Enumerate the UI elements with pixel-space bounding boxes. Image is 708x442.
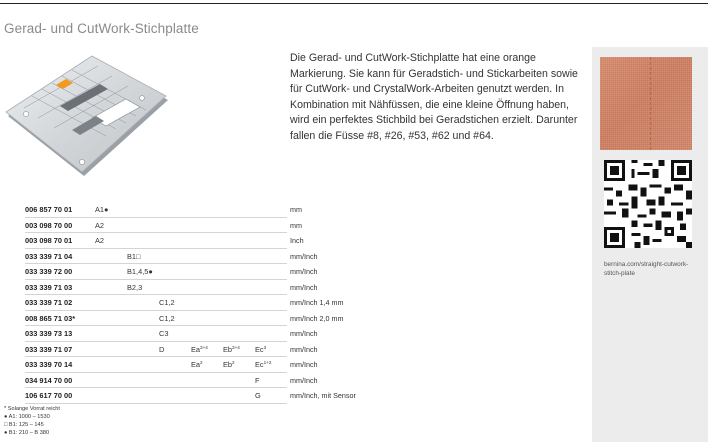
top-rule: [0, 3, 708, 4]
footnote: ● A1: 1000 – 1530: [4, 414, 50, 420]
unit-label: Inch: [290, 236, 304, 245]
article-number: 003 098 70 00: [25, 220, 73, 230]
compatibility-tag: C1,2: [159, 298, 175, 307]
compatibility-tag: Ea$^2$: [191, 360, 203, 369]
page-title: Gerad- und CutWork-Stichplatte: [4, 21, 199, 36]
compatibility-tag: G: [255, 391, 261, 400]
article-number: 033 339 71 07: [25, 344, 73, 354]
table-row: [25, 357, 287, 373]
fabric-sample-image: [600, 57, 692, 150]
compatibility-tag: Eb$^2$: [223, 360, 235, 369]
unit-label: mm/Inch, mit Sensor: [290, 391, 356, 400]
unit-label: mm: [290, 205, 302, 214]
unit-column: [290, 202, 400, 404]
table-row: [25, 388, 287, 404]
compatibility-tag: $Eb^{3+4}$: [223, 344, 240, 354]
article-number: 008 865 71 03*: [25, 313, 76, 323]
table-row: [25, 202, 287, 218]
table-row: [25, 218, 287, 234]
article-number: 033 339 73 13: [25, 329, 73, 338]
product-url[interactable]: bernina.com/straight-cutwork-stitch-plate: [604, 261, 689, 277]
compatibility-tag: Ec$^3$: [255, 344, 267, 354]
compatibility-tag: B1□: [127, 251, 141, 261]
unit-label: mm: [290, 220, 302, 230]
article-number: 034 914 70 00: [25, 375, 73, 385]
compatibility-tag: A1●: [95, 205, 109, 214]
table-row: [25, 311, 287, 327]
qr-code[interactable]: [604, 160, 692, 248]
table-row: [25, 326, 287, 342]
unit-label: mm/Inch: [290, 251, 318, 261]
compatibility-tag: C1,2: [159, 313, 175, 323]
table-row: [25, 295, 287, 311]
footnote: ● B1: 210 – B 380: [4, 430, 50, 436]
footnote: □ B1: 125 – 145: [4, 422, 44, 428]
unit-label: mm/Inch: [290, 375, 318, 385]
table-row: [25, 342, 287, 358]
stitch-plate-image: [2, 48, 172, 193]
footnotes: [4, 405, 60, 437]
table-row: [25, 233, 287, 249]
compatibility-tag: F: [255, 375, 260, 385]
compatibility-tag: B2,3: [127, 282, 143, 292]
unit-label: mm/Inch: [290, 360, 318, 369]
compatibility-tag: B1,4,5●: [127, 267, 153, 276]
product-description: Die Gerad- und CutWork-Stichplatte hat eine orange Markierung. Sie kann für Geradstich- und Stickarbeiten sowie für CutWork- und CrystalWork-Arbeiten genutzt werden. In Kombination mit Nähfüssen, die eine kleine Öffnung haben, wird ein perfektes Stichbild bei Geradstichen erzielt. Darunter fallen die Füsse #8, #26, #53, #62 und #64.: [290, 52, 578, 142]
article-number: 033 339 71 04: [25, 251, 73, 261]
table-row: [25, 264, 287, 280]
article-table: [25, 202, 287, 404]
compatibility-tag: A2: [95, 236, 105, 245]
unit-label: mm/Inch: [290, 267, 318, 276]
table-row: [25, 280, 287, 296]
footnote: * Solange Vorrat reicht: [4, 406, 60, 412]
unit-label: mm/Inch: [290, 282, 318, 292]
article-number: 003 098 70 01: [25, 236, 73, 245]
article-number: 033 339 72 00: [25, 267, 73, 276]
table-row: [25, 373, 287, 389]
article-number: 033 339 70 14: [25, 360, 73, 369]
unit-label: mm/Inch 2,0 mm: [290, 313, 344, 323]
compatibility-tag: A2: [95, 220, 105, 230]
unit-label: mm/Inch: [290, 329, 318, 338]
article-number: 033 339 71 02: [25, 298, 73, 307]
article-number: 106 617 70 00: [25, 391, 73, 400]
sidebar-panel: [592, 47, 708, 442]
compatibility-tag: $Ec^{1+2}$: [255, 360, 272, 369]
unit-label: mm/Inch 1,4 mm: [290, 298, 344, 307]
compatibility-tag: C3: [159, 329, 169, 338]
compatibility-tag: D: [159, 344, 165, 354]
table-row: [25, 249, 287, 265]
article-number: 006 857 70 01: [25, 205, 73, 214]
compatibility-tag: $Ea^{3+4}$: [191, 344, 208, 354]
article-number: 033 339 71 03: [25, 282, 73, 292]
unit-label: mm/Inch: [290, 344, 318, 354]
